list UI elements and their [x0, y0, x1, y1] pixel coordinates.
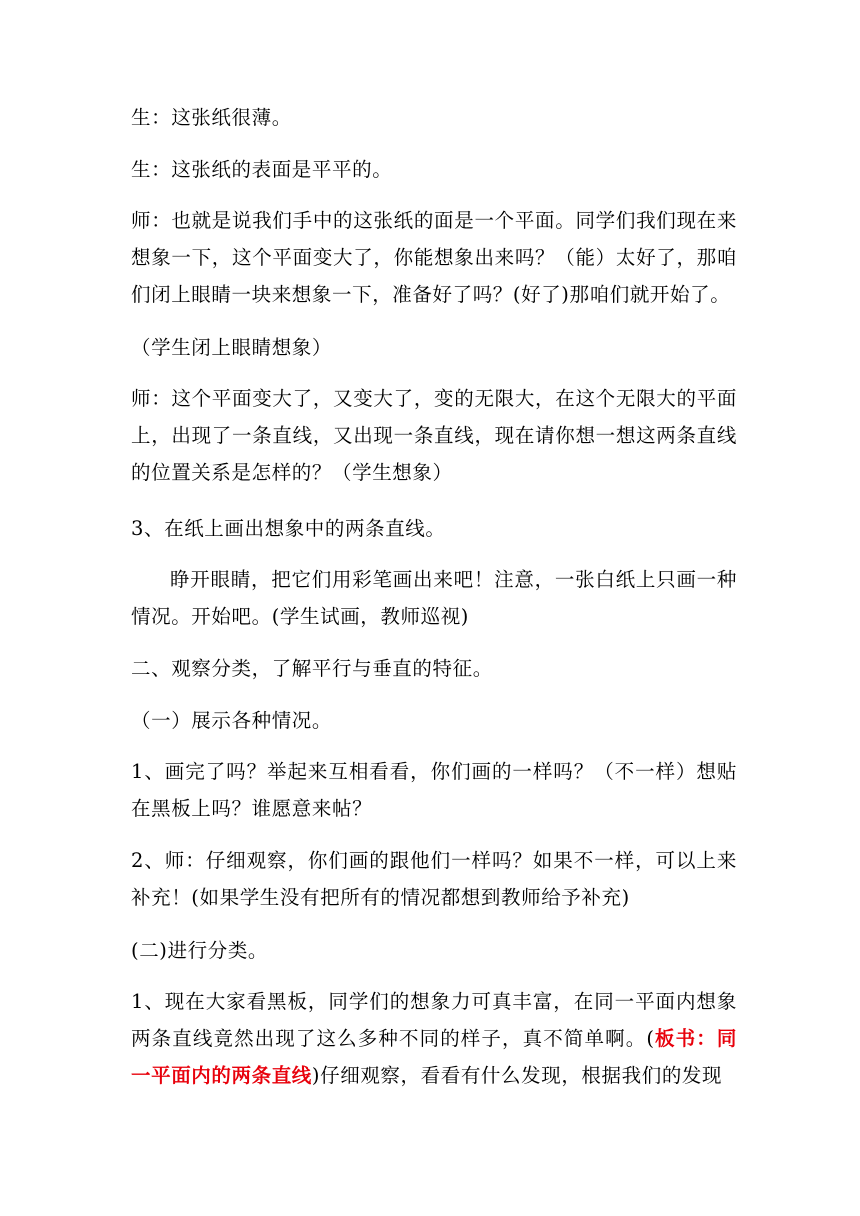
paragraph-open-eyes: 睁开眼睛，把它们用彩笔画出来吧！注意，一张白纸上只画一种情况。开始吧。(学生试画，教师巡视): [131, 568, 737, 628]
paragraph-teacher-plane: 师：也就是说我们手中的这张纸的面是一个平面。同学们我们现在来想象一下，这个平面变大了，你能想象出来吗？（能）太好了，那咱们闭上眼睛一块来想象一下，准备好了吗？(好了)那咱们就开始了。: [131, 209, 737, 306]
section-heading-2: 二、观察分类，了解平行与垂直的特征。: [131, 657, 493, 680]
blackboard-note: 板书：同一平面内的两条直线: [131, 1027, 737, 1087]
paragraph-item-2: 2、师：仔细观察，你们画的跟他们一样吗？如果不一样，可以上来补充！(如果学生没有把所有的情况都想到教师给予补充): [131, 849, 737, 909]
subsection-heading-2: (二)进行分类。: [131, 939, 269, 962]
paragraph-classification: [131, 983, 737, 1094]
paragraph-teacher-infinite-plane: 师：这个平面变大了，又变大了，变的无限大，在这个无限大的平面上，出现了一条直线，又出现一条直线，现在请你想一想这两条直线的位置关系是怎样的？（学生想象）: [131, 387, 737, 484]
paragraph-students-imagine: （学生闭上眼睛想象）: [131, 336, 333, 359]
paragraph-step-3: 3、在纸上画出想象中的两条直线。: [131, 517, 446, 540]
paragraph-student-thin: 生：这张纸很薄。: [131, 106, 292, 129]
paragraph-classification-continuation: )仔细观察，看看有什么发现，根据我们的发现: [311, 1064, 723, 1087]
paragraph-item-1: 1、画完了吗？举起来互相看看，你们画的一样吗？（不一样）想贴在黑板上吗？谁愿意来帖？: [131, 760, 737, 820]
paragraph-student-flat: 生：这张纸的表面是平平的。: [131, 158, 393, 181]
subsection-heading-1: （一）展示各种情况。: [131, 709, 333, 732]
paragraph-classification-text: 1、现在大家看黑板，同学们的想象力可真丰富，在同一平面内想象两条直线竟然出现了这么多种不同的样子，真不简单啊。(: [131, 990, 737, 1050]
